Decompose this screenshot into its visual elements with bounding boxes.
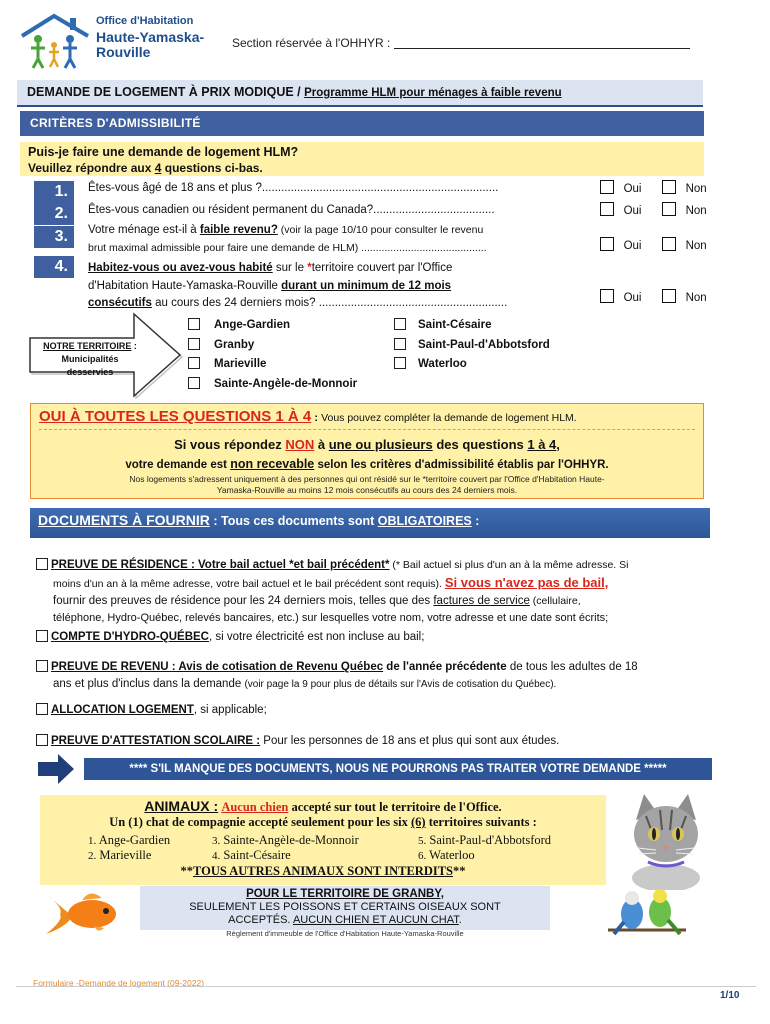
municipality-item: Sainte-Angèle-de-Monnoir — [188, 375, 357, 395]
form-title-separator: / — [293, 85, 305, 99]
doc-revenu: PREUVE DE REVENU : Avis de cotisation de Revenu Québec de l'année précédente de tous les adultes de 18 ans et plus d'inclus dans la demande (voir page la 9 pour plus de détails sur l'Avis de cotisation du Québec). — [36, 659, 726, 693]
logo-line2: Haute-Yamaska- — [96, 29, 205, 45]
q1-text: Êtes-vous âgé de 18 ans et plus ?.......................................................................... — [88, 182, 499, 194]
animal-list-item: 1. Ange-Gardien — [88, 833, 171, 847]
territory-note: Nos logements s'adressent uniquement à des personnes qui ont résidé sur le *territoire couvert par l'Office d'Habitation Haute- Yamaska-Rouville au moins 12 mois consécutifs au cours des 24 derniers mois. — [129, 474, 605, 495]
reserved-section-field[interactable] — [394, 37, 690, 49]
doc-allocation: ALLOCATION LOGEMENT, si applicable; — [36, 702, 267, 719]
checkbox-icon — [394, 318, 406, 330]
allocation-checkbox[interactable] — [36, 703, 48, 715]
granby-rule: Règlement d'immeuble de l'Office d'Habitation Haute-Yamaska-Rouville — [226, 929, 464, 938]
missing-documents-warning: **** S'IL MANQUE DES DOCUMENTS, NOUS NE POURRONS PAS TRAITER VOTRE DEMANDE ***** — [84, 758, 712, 780]
logo-line1: Office d'Habitation — [96, 15, 194, 27]
municipality-item: Waterloo — [394, 355, 550, 375]
animal-list-item: 2. Marieville — [88, 848, 152, 862]
criteria-intro — [20, 142, 704, 176]
territory-label: NOTRE TERRITOIRE : Municipalités desservies — [43, 341, 137, 377]
oui-subtitle: Vous pouvez compléter la demande de logement HLM. — [321, 412, 577, 424]
checkbox-icon — [188, 357, 200, 369]
municipalities-left — [188, 316, 357, 394]
q2-yes-checkbox[interactable] — [600, 202, 614, 216]
q4-no-checkbox[interactable] — [662, 289, 676, 303]
eligibility-result-box — [30, 403, 704, 499]
cat-icon — [616, 790, 716, 890]
q3-no[interactable]: Non — [662, 237, 707, 252]
criteria-instruction: Veuillez répondre aux 4 questions ci-bas. — [28, 161, 263, 175]
animals-cat-rule: Un (1) chat de compagnie accepté seulement pour les six (6) territoires suivants : — [109, 815, 537, 829]
form-program: Programme HLM pour ménages à faible revenu — [304, 87, 562, 99]
granby-line3: ACCEPTÉS. AUCUN CHIEN ET AUCUN CHAT. — [228, 914, 462, 926]
q3-number: 3. — [34, 226, 74, 248]
footer-form-name: Formulaire -Demande de logement (09-2022) — [33, 978, 205, 988]
q4-number: 4. — [34, 256, 74, 278]
animals-forbidden: **TOUS AUTRES ANIMAUX SONT INTERDITS** — [180, 864, 466, 878]
q4-yes-checkbox[interactable] — [600, 289, 614, 303]
q1-no[interactable]: Non — [662, 180, 707, 195]
oui-title: OUI À TOUTES LES QUESTIONS 1 À 4 — [39, 408, 312, 425]
hydro-checkbox[interactable] — [36, 630, 48, 642]
warning-arrow-icon — [38, 754, 74, 784]
budgie-birds-icon — [602, 886, 692, 936]
doc-scolaire: PREUVE D'ATTESTATION SCOLAIRE : Pour les personnes de 18 ans et plus qui sont aux études. — [36, 733, 559, 750]
scolaire-checkbox[interactable] — [36, 734, 48, 746]
reserved-section-label: Section réservée à l'OHHYR : — [232, 36, 391, 50]
animal-list-item: 5. Saint-Paul-d'Abbotsford — [418, 833, 552, 847]
municipalities-right — [394, 316, 550, 375]
q4-line3: consécutifs au cours des 24 derniers mois? ........................................................... — [88, 297, 508, 309]
checkbox-icon — [188, 318, 200, 330]
q3-no-checkbox[interactable] — [662, 237, 676, 251]
q4-yes[interactable]: Oui — [600, 289, 642, 304]
q2-yes[interactable]: Oui — [600, 202, 642, 217]
municipality-item: Ange-Gardien — [188, 316, 357, 336]
q4-no[interactable]: Non — [662, 289, 707, 304]
q4-line2: d'Habitation Haute-Yamaska-Rouville durant un minimum de 12 mois — [88, 280, 452, 292]
q1-no-checkbox[interactable] — [662, 180, 676, 194]
municipality-item: Saint-Césaire — [394, 316, 550, 336]
q1-yes-checkbox[interactable] — [600, 180, 614, 194]
residence-checkbox[interactable] — [36, 558, 48, 570]
oui-title-line: OUI À TOUTES LES QUESTIONS 1 À 4 : Vous pouvez compléter la demande de logement HLM. — [39, 408, 577, 425]
doc-hydro: COMPTE D'HYDRO-QUÉBEC, si votre électricité est non incluse au bail; — [36, 629, 424, 646]
q2-no[interactable]: Non — [662, 202, 707, 217]
q3-line2: brut maximal admissible pour faire une demande de HLM) ........................................... — [88, 242, 487, 254]
q2-no-checkbox[interactable] — [662, 202, 676, 216]
logo-line3: Rouville — [96, 44, 151, 60]
checkbox-icon — [188, 377, 200, 389]
logo — [18, 12, 218, 74]
revenu-checkbox[interactable] — [36, 660, 48, 672]
animal-list-item: 6. Waterloo — [418, 848, 475, 862]
animals-box — [40, 795, 606, 885]
q4-line1: Habitez-vous ou avez-vous habité sur le *territoire couvert par l'Office — [88, 262, 453, 274]
animal-list-item: 3. Sainte-Angèle-de-Monnoir — [212, 833, 359, 847]
checkbox-icon — [394, 357, 406, 369]
non-line: Si vous répondez NON à une ou plusieurs des questions 1 à 4, — [174, 437, 560, 452]
municipality-item: Marieville — [188, 355, 357, 375]
q2-number: 2. — [34, 203, 74, 225]
q3-yes-checkbox[interactable] — [600, 237, 614, 251]
granby-box — [140, 886, 550, 930]
documents-header: DOCUMENTS À FOURNIR : Tous ces documents sont OBLIGATOIRES : — [30, 508, 710, 538]
municipality-item: Saint-Paul-d'Abbotsford — [394, 336, 550, 356]
q3-line1: Votre ménage est-il à faible revenu? (voir la page 10/10 pour consulter le revenu — [88, 224, 484, 236]
q3-yes[interactable]: Oui — [600, 237, 642, 252]
criteria-header: CRITÈRES D'ADMISSIBILITÉ — [20, 111, 704, 136]
footer-divider — [16, 986, 756, 987]
non-recevable-line: votre demande est non recevable selon les critères d'admissibilité établis par l'OHHYR. — [125, 457, 609, 471]
checkbox-icon — [394, 338, 406, 350]
house-family-logo-icon — [18, 12, 94, 70]
animal-list-item: 4. Saint-Césaire — [212, 848, 291, 862]
granby-line2: SEULEMENT LES POISSONS ET CERTAINS OISEAUX SONT — [189, 901, 501, 913]
q1-number: 1. — [34, 181, 74, 203]
granby-title: POUR LE TERRITOIRE DE GRANBY, — [246, 888, 444, 900]
criteria-question: Puis-je faire une demande de logement HLM? — [28, 145, 299, 159]
checkbox-icon — [188, 338, 200, 350]
q2-text: Êtes-vous canadien ou résident permanent du Canada?...................................... — [88, 204, 495, 216]
q1-yes[interactable]: Oui — [600, 180, 642, 195]
form-title: DEMANDE DE LOGEMENT À PRIX MODIQUE — [27, 85, 294, 99]
doc-residence: PREUVE DE RÉSIDENCE : Votre bail actuel *et bail précédent* (* Bail actuel si plus d'un an à la même adresse. Si moins d'un an à la même adresse, votre bail actuel et le bail précédent sont requis). Si vous n'avez pas de bail, fournir des preuves de résidence pour les 24 derniers mois, telles que des factures de service (cellulaire, téléphone, Hydro-Québec, relevés bancaires, etc.) sur lesquelles votre nom, votre adresse et une date sont écrits; — [36, 557, 726, 627]
footer-page-number: 1/10 — [720, 990, 740, 1001]
form-title-banner — [17, 80, 703, 107]
animals-title: ANIMAUX : Aucun chien accepté sur tout le territoire de l'Office. — [144, 798, 502, 814]
municipality-item: Granby — [188, 336, 357, 356]
reserved-section — [232, 36, 690, 50]
goldfish-icon — [42, 886, 126, 938]
